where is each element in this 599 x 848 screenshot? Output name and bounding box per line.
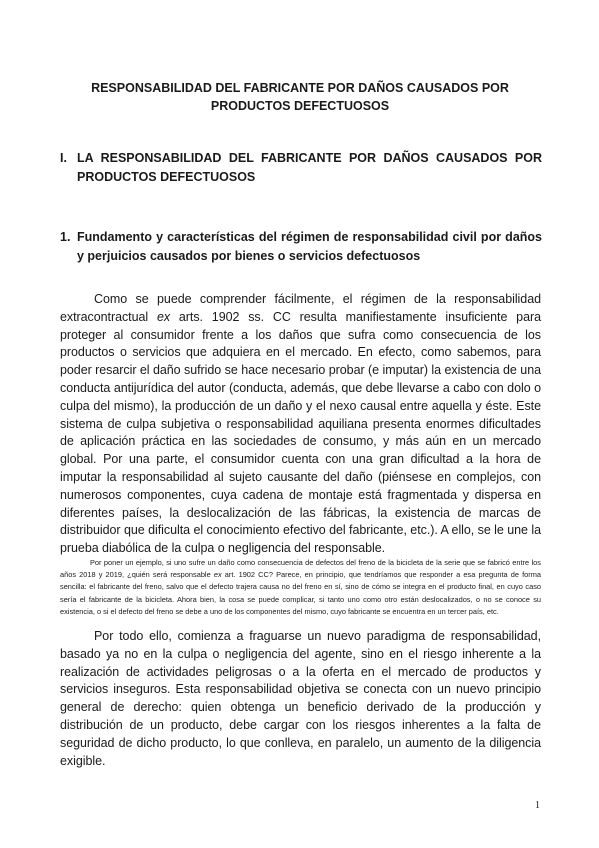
section-heading: [60, 149, 542, 187]
document-title: RESPONSABILIDAD DEL FABRICANTE POR DAÑOS CAUSADOS POR PRODUCTOS DEFECTUOSOS: [91, 81, 509, 113]
footnote-text-b: art. 1902 CC? Parece, en principio, que tendríamos que responder a esa pregunta de forma sencilla: el fabricante del freno, salvo que el defecto trajera causa no del freno en sí, sino de cómo se integra en el producto final, en cuyo caso sería el fabricante de la bicicleta. Ahora bien, la cosa se puede complicar, si tanto uno como otro están deslocalizados, o no se conoce su existencia, o si el defecto del freno se debe a uno de los componentes del mismo, cuyo fabricante se encuentra en un tercer país, etc.: [60, 570, 542, 616]
footnote-text-a: Por poner un ejemplo, si uno sufre un daño como consecuencia de defectos del freno de la bicicleta de la serie que se fabricó entre los años 2018 y 2019, ¿quién será responsable: [60, 558, 541, 580]
subsection-number: 1.: [60, 230, 71, 244]
body-paragraph-1: [60, 291, 541, 558]
footnote: [60, 557, 541, 618]
section-title: LA RESPONSABILIDAD DEL FABRICANTE POR DAÑOS CAUSADOS POR PRODUCTOS DEFECTUOSOS: [77, 151, 542, 184]
footnote-italic: ex: [213, 570, 222, 580]
section-number: I.: [60, 151, 67, 165]
subsection-heading: [60, 228, 542, 266]
paragraph-1-text-b: arts. 1902 ss. CC resulta manifiestamente insuficiente para proteger al consumidor frente a los daños que sufra como consecuencia de los productos o servicios que adquiera en el mercado. En efecto, como sabemos, para poder resarcir el daño sufrido se hace necesario probar (e imputar) la existencia de una conducta antijurídica del autor (conducta, además, que debe llevarse a cabo con dolo o culpa del mismo), la producción de un daño y el nexo causal entre aquella y éste. Este sistema de culpa subjetiva o responsabilidad aquiliana presenta enormes dificultades de aplicación práctica en las sociedades de consumo, y más aún en un mercado global. Por una parte, el consumidor cuenta con una gran dificultad a la hora de imputar la responsabilidad al sujeto causante del daño (piénsese en complejos, con numerosos componentes, cuya cadena de montaje está fragmentada y dispersa en diferentes países, la deslocalización de las fábricas, la existencia de marcas de distribuidor que dificulta el conocimiento efectivo del fabricante, etc.). A ello, se le une la prueba diabólica de la culpa o negligencia del responsable.: [60, 309, 542, 556]
subsection-title: Fundamento y características del régimen de responsabilidad civil por daños y perjuicios causados por bienes o servicios defectuosos: [77, 230, 542, 263]
paragraph-1-text-a: Como se puede comprender fácilmente, el régimen de la responsabilidad extracontractual: [60, 292, 541, 324]
paragraph-1-italic: ex: [156, 309, 171, 324]
page-number: 1: [535, 800, 540, 811]
body-paragraph-2: Por todo ello, comienza a fraguarse un nuevo paradigma de responsabilidad, basado ya no en la culpa o negligencia del agente, sino en el riesgo inherente a la realización de actividades peligrosas o a la oferta en el mercado de productos y servicios inseguros. Esta responsabilidad objetiva se conecta con un nuevo principio general de derecho: quien obtenga un beneficio derivado de la producción y distribución de un producto, debe cargar con los riesgos inherentes a la falta de seguridad de dicho producto, lo que conlleva, en paralelo, un aumento de la diligencia exigible.: [60, 629, 541, 768]
